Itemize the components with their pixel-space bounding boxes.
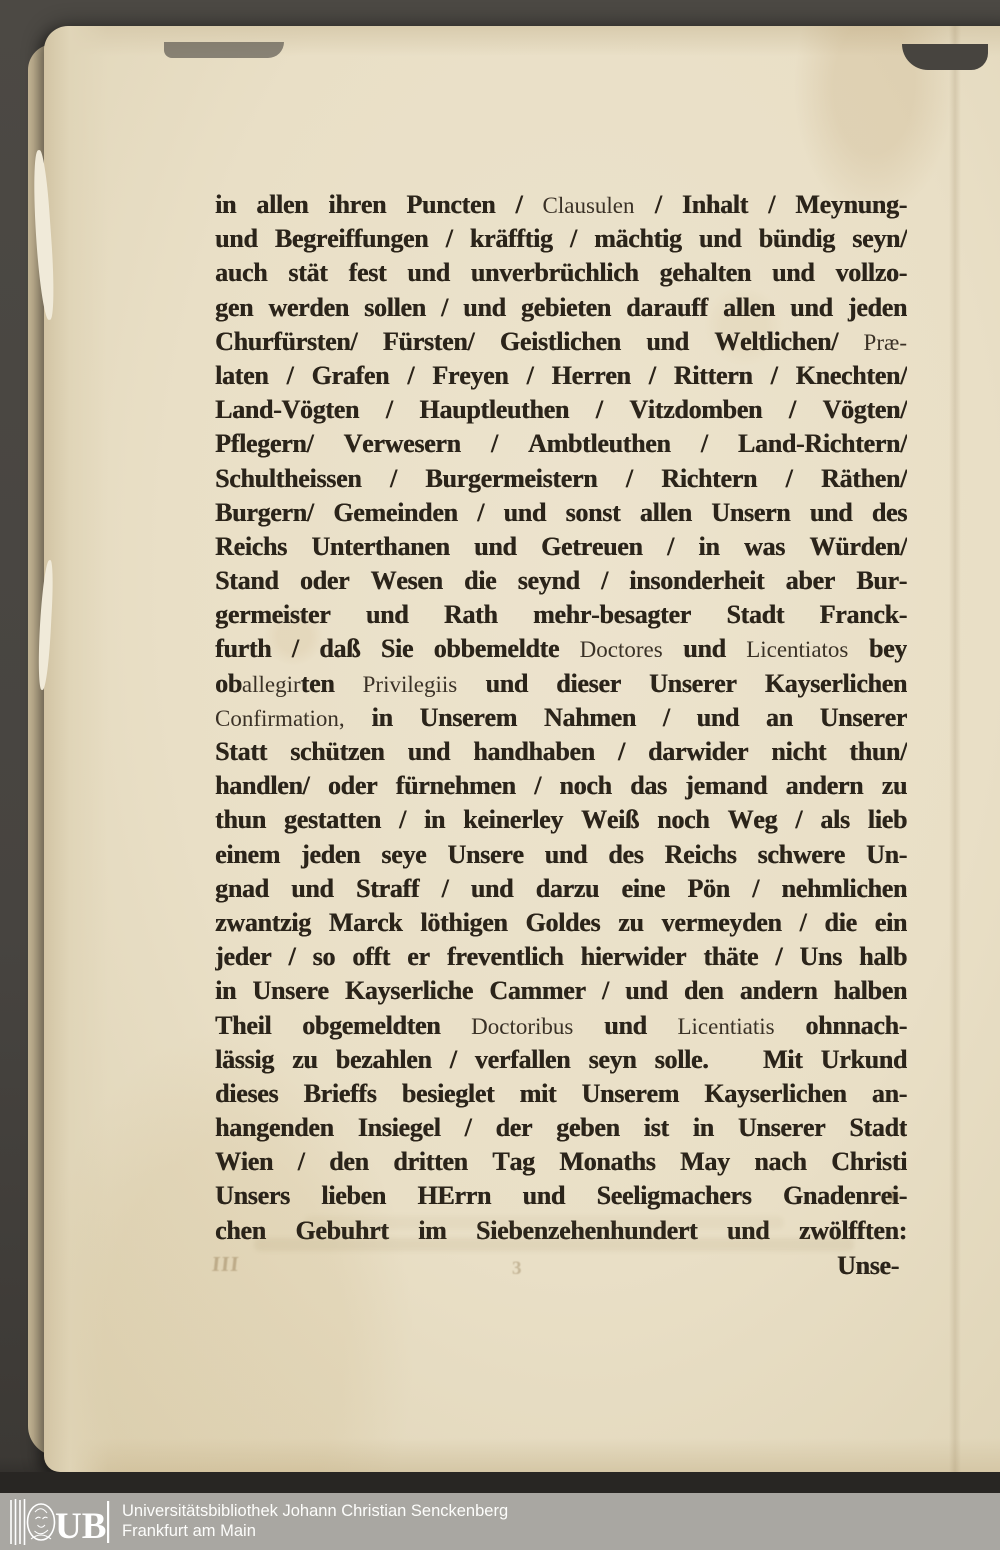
text-line <box>215 496 907 530</box>
show-through-ghost <box>304 1216 784 1229</box>
fraktur-segment: gnad und Straff / und darzu eine Pön / nehmlichen <box>215 873 907 903</box>
fraktur-segment: Churfürsten/ Fürsten/ Geistlichen und Weltlichen/ <box>215 326 864 356</box>
fraktur-segment: zwantzig Marck löthigen Goldes zu vermeyden / die ein <box>215 907 907 937</box>
text-line <box>215 667 907 701</box>
antiqua-segment: allegir <box>241 671 301 697</box>
fraktur-segment: Burgern/ Gemeinden / und sonst allen Unsern und des <box>215 497 907 527</box>
text-line <box>215 838 907 872</box>
fraktur-segment: in Unserem Nahmen / und an Unserer <box>344 702 907 732</box>
text-line <box>215 530 907 564</box>
text-line <box>215 393 907 427</box>
text-line <box>215 1043 907 1077</box>
scan-shadow-band <box>0 1472 1000 1493</box>
fraktur-segment: ob <box>215 668 242 698</box>
torn-notch <box>164 42 284 58</box>
fraktur-segment: chen Gebuhrt im Siebenzehenhundert und zwölfften: <box>215 1215 907 1245</box>
antiqua-segment: Præ- <box>863 329 907 355</box>
text-line <box>215 769 907 803</box>
antiqua-segment: Licentiatis <box>677 1013 775 1039</box>
fraktur-segment: lässig zu bezahlen / verfallen seyn solle. Mit Urkund <box>215 1044 907 1074</box>
fraktur-segment: in Unsere Kayserliche Cammer / und den andern halben <box>215 976 907 1006</box>
text-line <box>215 564 907 598</box>
scanned-page <box>44 26 1000 1472</box>
antiqua-segment: Licentiatos <box>746 637 849 663</box>
fraktur-segment: Unsers lieben HErrn und Seeligmachers Gnadenrei- <box>215 1181 907 1211</box>
fraktur-segment: Schultheissen / Burgermeistern / Richtern / Räthen/ <box>215 463 907 493</box>
antiqua-segment: Clausulen <box>542 193 635 218</box>
text-line <box>215 735 907 769</box>
fraktur-segment: / Inhalt / Meynung- <box>634 190 907 219</box>
fraktur-segment: in allen ihren Puncten / <box>215 190 543 219</box>
fraktur-segment: und dieser Unserer Kayserlichen <box>457 668 907 698</box>
fraktur-segment: Statt schützen und handhaben / darwider nicht thun/ <box>215 737 907 766</box>
fraktur-segment: ohnnach- <box>774 1010 907 1040</box>
fraktur-segment: Land-Vögten / Hauptleuthen / Vitzdomben / Vögten/ <box>215 395 907 425</box>
text-line <box>215 222 907 256</box>
text-line <box>215 906 907 940</box>
ub-library-logo-icon <box>8 1497 112 1547</box>
fraktur-segment: handlen/ oder fürnehmen / noch das jemand andern zu <box>215 771 907 801</box>
text-line <box>215 291 907 325</box>
catchword: Unse- <box>836 1250 899 1280</box>
antiqua-segment: Doctores <box>579 637 663 663</box>
fraktur-segment: hangenden Insiegel / der geben ist in Unserer Stadt <box>215 1113 907 1143</box>
fraktur-segment: auch stät fest und unverbrüchlich gehalten und vollzo- <box>215 258 907 288</box>
fraktur-segment: und <box>573 1010 678 1040</box>
body-text <box>215 188 907 1284</box>
text-line <box>215 872 907 906</box>
fraktur-segment: Theil obgemeldten <box>215 1010 472 1040</box>
catchword-row <box>215 1248 907 1284</box>
text-line <box>215 598 907 632</box>
fraktur-segment: thun gestatten / in keinerley Weiß noch Weg / als lieb <box>215 805 907 835</box>
library-city: Frankfurt am Main <box>122 1522 256 1540</box>
fraktur-segment: furth / daß Sie obbemeldte <box>215 634 580 664</box>
fraktur-segment: Reichs Unterthanen und Getreuen / in was Würden/ <box>215 531 907 561</box>
text-line <box>215 1111 907 1145</box>
fraktur-segment: einem jeden seye Unsere und des Reichs schwere Un- <box>215 839 907 869</box>
fraktur-segment: bey <box>848 634 907 664</box>
library-watermark-bar <box>0 1493 1000 1550</box>
fraktur-segment: dieses Brieffs besieglet mit Unserem Kayserlichen an- <box>215 1078 907 1108</box>
fraktur-segment: jeder / so offt er freventlich hierwider thäte / Uns halb <box>215 942 907 972</box>
torn-notch <box>902 44 988 70</box>
text-line <box>215 632 907 666</box>
signature-mark: III <box>210 1252 241 1276</box>
text-line <box>215 1077 907 1111</box>
text-line <box>215 256 907 290</box>
text-line <box>215 325 907 359</box>
text-line <box>215 188 907 222</box>
antiqua-segment: Doctoribus <box>471 1013 574 1039</box>
text-line <box>215 359 907 393</box>
library-name: Universitätsbibliothek Johann Christian Senckenberg <box>122 1502 509 1520</box>
text-line <box>215 1179 907 1213</box>
text-line <box>215 462 907 496</box>
text-line <box>215 427 907 461</box>
fraktur-segment: germeister und Rath mehr-besagter Stadt Franck- <box>215 600 907 630</box>
fraktur-segment: laten / Grafen / Freyen / Herren / Rittern / Knechten/ <box>215 360 907 390</box>
fraktur-segment: Stand oder Wesen die seynd / insonderheit aber Bur- <box>215 566 907 596</box>
text-line <box>215 1009 907 1043</box>
fraktur-segment: gen werden sollen / und gebieten darauff allen und jeden <box>215 292 907 322</box>
fraktur-segment: und <box>662 634 747 664</box>
fraktur-segment: ten <box>300 668 363 698</box>
text-line <box>215 974 907 1008</box>
text-line <box>215 803 907 837</box>
text-line <box>215 940 907 974</box>
text-line <box>215 1145 907 1179</box>
antiqua-segment: Confirmation, <box>215 705 345 731</box>
library-caption <box>122 1501 508 1541</box>
fraktur-segment: und Begreiffungen / kräfftig / mächtig und bündig seyn/ <box>215 224 907 254</box>
text-line <box>215 701 907 735</box>
antiqua-segment: Privilegiis <box>362 671 458 697</box>
fraktur-segment: Pflegern/ Verwesern / Ambtleuthen / Land-Richtern/ <box>215 429 907 459</box>
show-through-ghost <box>254 1238 854 1251</box>
ghost-page-number: 3 <box>512 1258 522 1279</box>
ub-logo-text: UB <box>55 1506 107 1547</box>
fraktur-segment: Wien / den dritten Tag Monaths May nach Christi <box>215 1147 907 1177</box>
